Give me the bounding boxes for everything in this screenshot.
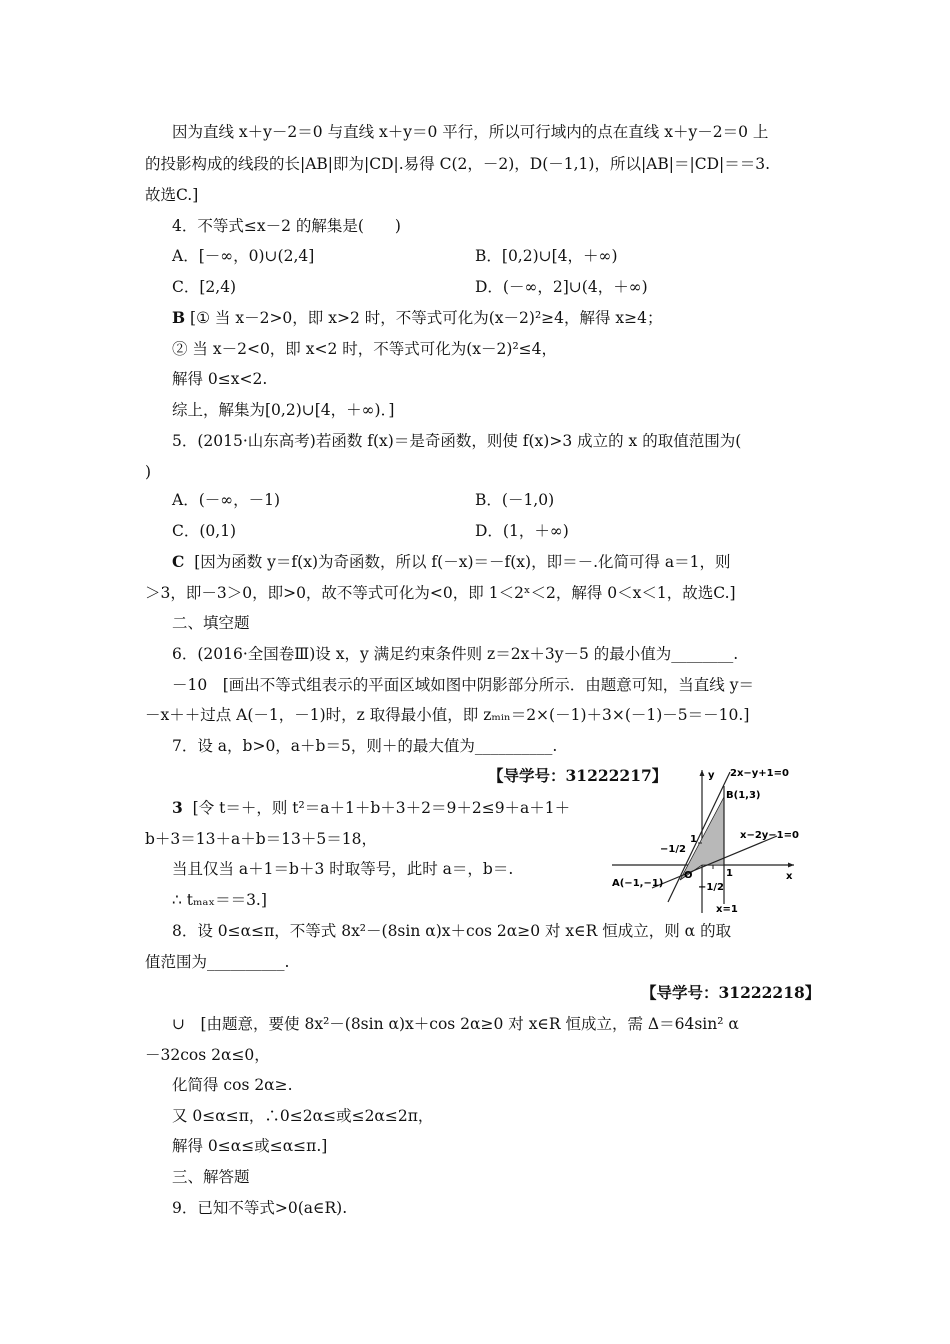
q8-stem-cont: 值范围为__________. bbox=[145, 953, 290, 971]
label-neg-half-x: −1/2 bbox=[698, 882, 724, 893]
section-answer-heading: 三、解答题 bbox=[172, 1168, 250, 1186]
label-line-3: x=1 bbox=[716, 904, 738, 915]
label-x-one: 1 bbox=[726, 868, 733, 879]
q3-solution-line-3: 故选C.] bbox=[145, 186, 199, 204]
q7-guide-number: 【导学号：31222217】 bbox=[488, 766, 668, 785]
q4-solution-line-3: 解得 0≤x<2. bbox=[172, 370, 268, 388]
q5-option-c: C．(0,1) bbox=[172, 522, 237, 540]
q5-answer: C bbox=[172, 552, 185, 571]
y-axis-arrow bbox=[700, 770, 705, 776]
q7-stem: 7．设 a，b>0，a＋b＝5，则＋的最大值为__________. bbox=[172, 737, 558, 755]
q6-stem: 6．(2016·全国卷Ⅲ)设 x，y 满足约束条件则 z＝2x＋3y－5 的最小值为________. bbox=[172, 645, 739, 663]
q4-solution-text: [① 当 x－2>0，即 x>2 时，不等式可化为(x－2)²≥4，解得 x≥4； bbox=[190, 309, 663, 327]
q5-option-b: B．(－1,0) bbox=[475, 491, 555, 509]
q5-stem: 5．(2015·山东高考)若函数 f(x)＝是奇函数，则使 f(x)>3 成立的 x 的取值范围为( bbox=[172, 432, 742, 450]
q6-solution-line-1: －10 [画出不等式组表示的平面区域如图中阴影部分所示．由题意可知，当直线 y＝ bbox=[172, 676, 754, 694]
label-origin: O bbox=[684, 870, 693, 881]
q7-solution-line-2: b＋3＝13＋a＋b＝13＋5＝18， bbox=[145, 830, 377, 848]
x-axis-arrow bbox=[788, 863, 794, 868]
q4-option-a: A．[－∞，0)∪(2,4] bbox=[172, 247, 315, 265]
q5-stem-cont: ) bbox=[145, 463, 152, 481]
q6-solution-line-2: －x＋＋过点 A(－1，－1)时，z 取得最小值，即 zₘᵢₙ＝2×(－1)＋3×(－1)－5＝－10.] bbox=[145, 706, 750, 724]
label-point-b: B(1,3) bbox=[726, 790, 761, 801]
label-neg-half-y: −1/2 bbox=[660, 844, 686, 855]
q5-solution-line-2: ＞3，即－3＞0，即>0，故不等式可化为<0，即 1＜2ˣ＜2，解得 0＜x＜1，故选C.] bbox=[145, 584, 736, 602]
q7-solution-line-3: 当且仅当 a＋1＝b＋3 时取等号，此时 a＝，b＝. bbox=[172, 860, 514, 878]
q5-option-a: A．(－∞，－1) bbox=[172, 491, 281, 509]
q8-solution-line-4: 又 0≤α≤π，∴0≤2α≤或≤2α≤2π， bbox=[172, 1107, 434, 1125]
q7-solution-line-4: ∴ tₘₐₓ＝＝3.] bbox=[172, 891, 267, 909]
q5-solution-line-1 bbox=[172, 551, 731, 573]
q5-option-d: D．(1，＋∞) bbox=[475, 522, 569, 540]
q9-stem: 9．已知不等式>0(a∈R). bbox=[172, 1199, 348, 1217]
q4-solution-line-4: 综上，解集为[0,2)∪[4，＋∞)．] bbox=[172, 401, 395, 419]
q8-guide-number: 【导学号：31222218】 bbox=[641, 983, 821, 1002]
label-line-1: 2x−y+1=0 bbox=[730, 768, 789, 779]
q7-answer: 3 bbox=[172, 798, 183, 817]
q3-solution-line-2: 的投影构成的线段的长|AB|即为|CD|.易得 C(2，－2)，D(－1,1)，所以|AB|＝|CD|＝＝3. bbox=[145, 155, 771, 173]
q8-solution-line-2: －32cos 2α≤0， bbox=[145, 1046, 270, 1064]
q4-option-c: C．[2,4) bbox=[172, 278, 237, 296]
q8-solution-line-1: ∪ [由题意，要使 8x²－(8sin α)x＋cos 2α≥0 对 x∈R 恒成立，需 Δ＝64sin² α bbox=[172, 1015, 739, 1033]
label-y-one: 1 bbox=[690, 834, 697, 845]
x-axis-label: x bbox=[786, 871, 793, 882]
q4-answer: B bbox=[172, 308, 186, 327]
q8-stem: 8．设 0≤α≤π，不等式 8x²－(8sin α)x＋cos 2α≥0 对 x∈R 恒成立，则 α 的取 bbox=[172, 922, 732, 940]
q4-solution-line-2: ② 当 x－2<0，即 x<2 时，不等式可化为(x－2)²≤4， bbox=[172, 340, 558, 358]
label-point-a: A(−1,−1) bbox=[612, 878, 664, 889]
q8-solution-line-5: 解得 0≤α≤或≤α≤π.] bbox=[172, 1137, 328, 1155]
q5-solution-text: [因为函数 y＝f(x)为奇函数，所以 f(－x)＝－f(x)，即＝－.化简可得 a＝1，则 bbox=[194, 553, 731, 571]
q8-solution-line-3: 化简得 cos 2α≥. bbox=[172, 1076, 293, 1094]
q3-solution-line-1: 因为直线 x＋y－2＝0 与直线 x＋y＝0 平行，所以可行域内的点在直线 x＋y－2＝0 上 bbox=[172, 123, 769, 141]
label-line-2: x−2y−1=0 bbox=[740, 830, 799, 841]
q4-option-b: B．[0,2)∪[4，＋∞) bbox=[475, 247, 618, 265]
q4-stem: 4．不等式≤x－2 的解集是( ) bbox=[172, 217, 401, 235]
feasible-region-figure bbox=[612, 768, 812, 918]
y-axis-label: y bbox=[708, 770, 715, 781]
section-fill-blank-heading: 二、填空题 bbox=[172, 614, 250, 632]
q4-solution-line-1 bbox=[172, 307, 663, 329]
q7-solution-text: [令 t＝＋，则 t²＝a＋1＋b＋3＋2＝9＋2≤9＋a＋1＋ bbox=[192, 799, 571, 817]
q4-option-d: D．(－∞，2]∪(4，＋∞) bbox=[475, 278, 648, 296]
q7-solution-line-1 bbox=[172, 797, 570, 819]
